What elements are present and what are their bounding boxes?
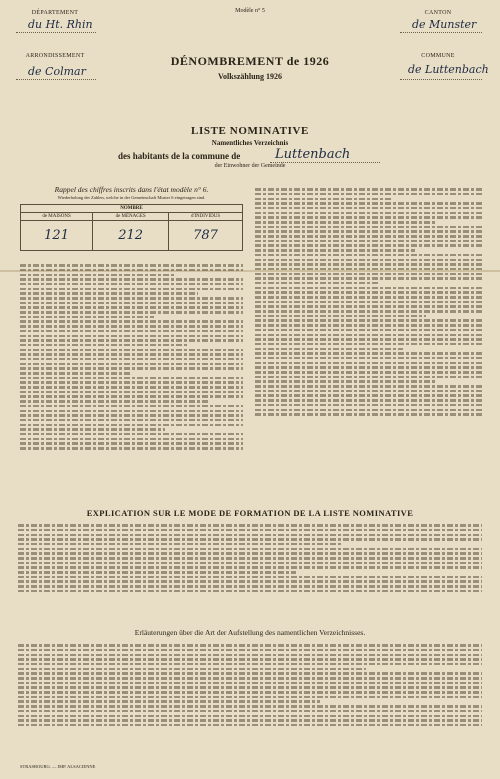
commune-label: COMMUNE [421, 53, 455, 59]
department-line [16, 32, 96, 33]
erlaeuterungen-title: Erläuterungen über die Art der Aufstellung des namentlichen Verzeichnisses. [134, 628, 366, 637]
printer-imprint: STRASBOURG. — IMP. ALSACIENNE [20, 764, 96, 769]
liste-line-de: der Einwohner der Gemeinde [214, 163, 286, 169]
liste-line: des habitants de la commune de [118, 151, 241, 161]
department-value: du Ht. Rhin [28, 18, 93, 31]
rappel-header: NOMBRE [21, 205, 243, 213]
liste-title: LISTE NOMINATIVE [191, 125, 309, 137]
census-title-de: Volkszählung 1926 [218, 72, 282, 81]
department-label: DÉPARTEMENT [31, 10, 79, 16]
commune-value: de Luttenbach [408, 63, 489, 76]
arrondissement-label: ARRONDISSEMENT [25, 53, 85, 59]
census-title: DÉNOMBREMENT de 1926 [170, 54, 330, 68]
arrondissement-value: de Colmar [28, 65, 86, 78]
explication-text [18, 522, 482, 622]
liste-commune: Luttenbach [275, 147, 351, 162]
commune-line [400, 79, 482, 80]
erlaeuterungen-text [18, 642, 482, 760]
col-maisons: de MAISONS [21, 213, 93, 221]
model-number: Modèle n° 5 [235, 8, 265, 14]
liste-subtitle: Namentliches Verzeichnis [211, 139, 289, 147]
col-individus: d'INDIVIDUS [169, 213, 243, 221]
value-individus: 787 [169, 221, 243, 251]
value-menages: 212 [93, 221, 169, 251]
explication-title: EXPLICATION SUR LE MODE DE FORMATION DE LA LISTE NOMINATIVE [86, 508, 414, 518]
canton-value: de Munster [412, 18, 477, 31]
rappel-title: Rappel des chiffres inscrits dans l'état modèle n° 6. [54, 185, 209, 194]
right-column-text [255, 186, 483, 506]
left-column-text [20, 262, 243, 502]
arrondissement-line [16, 79, 96, 80]
canton-label: CANTON [424, 10, 452, 16]
value-maisons: 121 [21, 221, 93, 251]
canton-line [400, 32, 482, 33]
rappel-table [20, 204, 243, 251]
col-menages: de MÉNAGES [93, 213, 169, 221]
rappel-subtitle: Wiederholung der Zahlen, welche in der Gemeinschaft Muster 6 eingetragen sind. [57, 195, 206, 200]
